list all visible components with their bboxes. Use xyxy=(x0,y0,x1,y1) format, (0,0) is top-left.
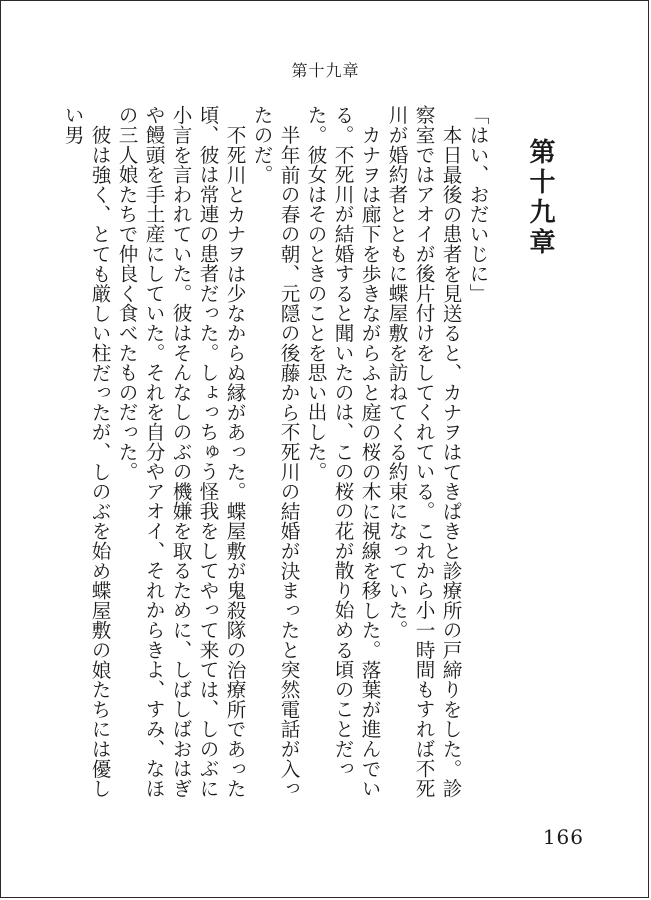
paragraph: 本日最後の患者を見送ると、カナヲはてきぱきと診療所の戸締りをした。診察室ではアオイが後片付けをしてくれている。これから小一時間もすれば不死川が婚約者とともに蝶屋敷を訪ねてくる約束になっていた。 xyxy=(385,105,462,798)
running-header: 第十九章 xyxy=(291,61,360,80)
body-text xyxy=(51,105,491,805)
paragraph: カナヲは廊下を歩きながらふと庭の桜の木に視線を移した。落葉が進んでいる。不死川が結婚すると聞いたのは、この桜の花が散り始める頃のことだった。彼女はそのときのことを思い出した。 xyxy=(304,105,381,798)
paragraph: 不死川とカナヲは少なからぬ縁があった。蝶屋敷が鬼殺隊の治療所であった頃、彼は常連の患者だった。しょっちゅう怪我をしてやって来ては、しのぶに小言を言われていた。彼はそんなしのぶの機嫌を取るために、しばしばおはぎや饅頭を手土産にしていた。それを自分やアオイ、それからきよ、すみ、なほの三人娘たちで仲良く食べたものだった。 xyxy=(115,105,246,798)
paragraph: 半年前の春の朝、元隠の後藤から不死川の結婚が決まったと突然電話が入ったのだ。 xyxy=(250,105,300,798)
paragraph: 彼は強く、とても厳しい柱だったが、しのぶを始め蝶屋敷の娘たちには優しい男 xyxy=(61,105,111,798)
chapter-title: 第十九章 xyxy=(525,138,555,258)
paragraph: 「はい、おだいじに」 xyxy=(466,105,489,303)
page-number: 166 xyxy=(542,825,584,849)
